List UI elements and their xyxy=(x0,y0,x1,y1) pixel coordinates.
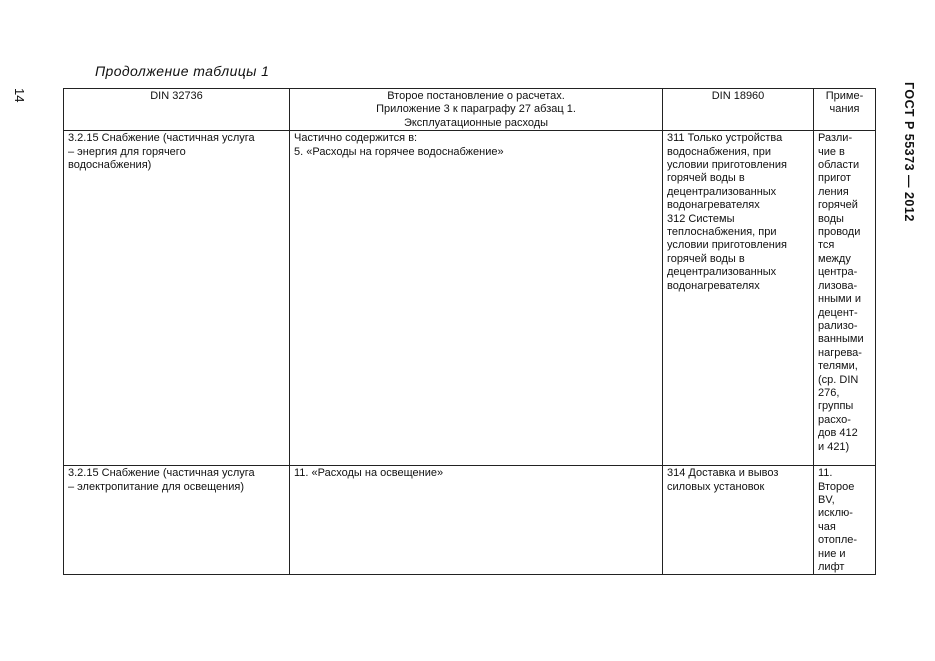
header-din-18960: DIN 18960 xyxy=(663,89,814,131)
table-row xyxy=(64,131,876,466)
table-row xyxy=(64,466,876,575)
cell-din-18960: 311 Только устройства водоснабжения, при условии приготовления горячей воды в децентрализованных водонагревателях 312 Системы теплоснабжения, при условии приготовления горячей воды в децентрализованных водонагревателях xyxy=(663,131,814,466)
header-regulation: Второе постановление о расчетах. Приложение 3 к параграфу 27 абзац 1. Эксплуатационные расходы xyxy=(290,89,663,131)
cell-regulation: Частично содержится в: 5. «Расходы на горячее водоснабжение» xyxy=(290,131,663,466)
header-din-32736: DIN 32736 xyxy=(64,89,290,131)
page-number: 14 xyxy=(12,88,27,103)
din-comparison-table xyxy=(63,88,876,575)
cell-din-32736: 3.2.15 Снабжение (частичная услуга – энергия для горячего водоснабжения) xyxy=(64,131,290,466)
cell-regulation: 11. «Расходы на освещение» xyxy=(290,466,663,575)
header-notes: Приме- чания xyxy=(814,89,876,131)
table-header-row xyxy=(64,89,876,131)
document-code: ГОСТ Р 55373 — 2012 xyxy=(902,82,916,222)
cell-din-32736: 3.2.15 Снабжение (частичная услуга – электропитание для освещения) xyxy=(64,466,290,575)
cell-notes: 11. Второе BV, исклю- чая отопле- ние и лифт xyxy=(814,466,876,575)
cell-din-18960: 314 Доставка и вывоз силовых установок xyxy=(663,466,814,575)
table-caption: Продолжение таблицы 1 xyxy=(95,63,270,79)
cell-notes: Разли- чие в области пригот ления горячей воды проводи тся между центра- лизова- нными и децент- рализо- ванными нагрева- телями, (ср. DIN 276, группы расхо- дов 412 и 421) xyxy=(814,131,876,466)
